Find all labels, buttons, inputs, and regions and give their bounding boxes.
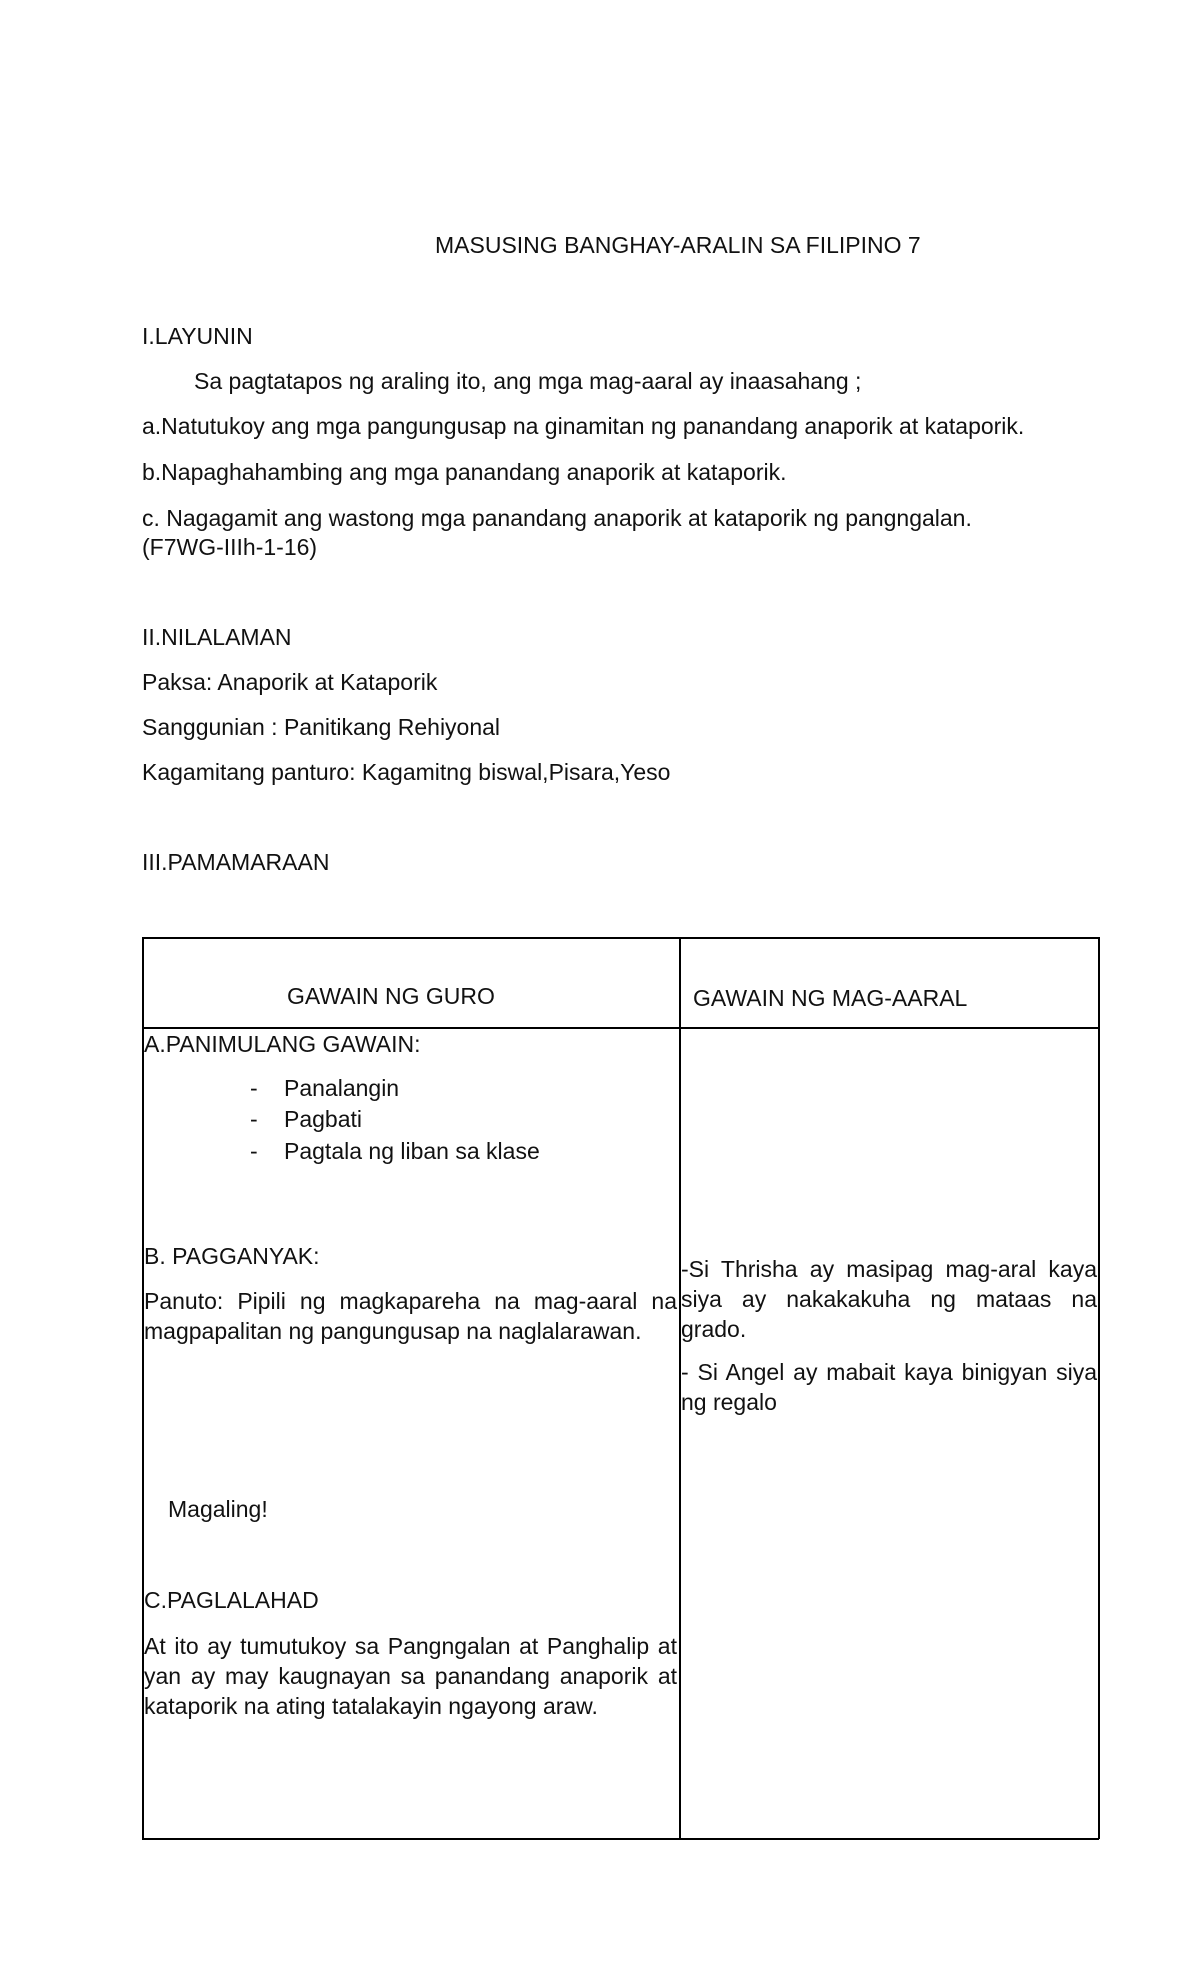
table-header-divider	[142, 1027, 1099, 1029]
paglalahad-heading: C.PAGLALAHAD	[144, 1587, 319, 1613]
list-item: Pagtala ng liban sa klase	[284, 1138, 540, 1164]
paksa-line: Paksa: Anaporik at Kataporik	[142, 669, 438, 695]
table-header-teacher: GAWAIN NG GURO	[287, 983, 495, 1009]
pagganyak-heading: B. PAGGANYAK:	[144, 1243, 320, 1269]
table-border-top	[142, 937, 1099, 939]
objective-b: b.Napaghahambing ang mga panandang anaporik at kataporik.	[142, 459, 787, 485]
objectives-intro: Sa pagtatapos ng araling ito, ang mga mag-aaral ay inaasahang ;	[194, 368, 862, 394]
sanggunian-line: Sanggunian : Panitikang Rehiyonal	[142, 714, 501, 740]
list-item: Panalangin	[284, 1075, 400, 1101]
kagamitan-line: Kagamitang panturo: Kagamitng biswal,Pisara,Yeso	[142, 759, 671, 785]
section-heading-pamamaraan: III.PAMAMARAAN	[142, 849, 330, 875]
bullet-dash: -	[250, 1106, 258, 1132]
paglalahad-text: At ito ay tumutukoy sa Pangngalan at Panghalip at yan ay may kaugnayan sa panandang anaporik at kataporik na ating tatalakayin ngayong araw.	[144, 1633, 677, 1719]
student-answer-1: -Si Thrisha ay masipag mag-aral kaya siya ay nakakakuha ng mataas na grado.	[681, 1256, 1097, 1342]
objective-c: c. Nagagamit ang wastong mga panandang anaporik at kataporik ng pangngalan.	[142, 505, 972, 531]
section-heading-layunin: I.LAYUNIN	[142, 323, 253, 349]
panimulang-gawain-heading: A.PANIMULANG GAWAIN:	[144, 1031, 421, 1057]
table-border-right	[1098, 937, 1100, 1839]
praise-text: Magaling!	[168, 1496, 268, 1522]
competency-code: (F7WG-IIIh-1-16)	[142, 534, 318, 560]
document-title: MASUSING BANGHAY-ARALIN SA FILIPINO 7	[435, 232, 921, 258]
bullet-dash: -	[250, 1138, 258, 1164]
objective-a: a.Natutukoy ang mga pangungusap na ginamitan ng panandang anaporik at kataporik.	[142, 413, 1025, 439]
list-item: Pagbati	[284, 1106, 363, 1132]
section-heading-nilalaman: II.NILALAMAN	[142, 624, 292, 650]
pagganyak-instructions: Panuto: Pipili ng magkapareha na mag-aaral na magpapalitan ng pangungusap na naglalarawan.	[144, 1288, 677, 1344]
bullet-dash: -	[250, 1075, 258, 1101]
table-header-student: GAWAIN NG MAG-AARAL	[693, 985, 968, 1011]
table-border-bottom	[142, 1838, 1099, 1840]
student-answer-2: - Si Angel ay mabait kaya binigyan siya ng regalo	[681, 1359, 1097, 1415]
